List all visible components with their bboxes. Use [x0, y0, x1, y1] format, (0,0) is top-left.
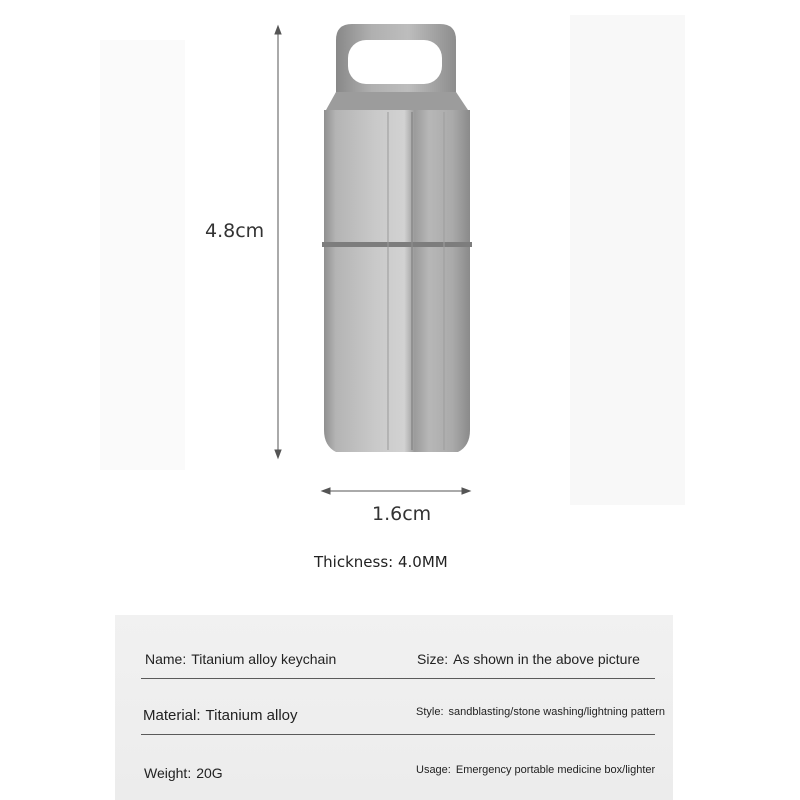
cap-shoulder — [326, 92, 468, 110]
spec-material — [143, 707, 298, 724]
spec-name — [145, 651, 336, 667]
spec-style-value: sandblasting/stone washing/lightning pattern — [448, 706, 665, 718]
spec-usage-label: Usage: — [416, 764, 451, 776]
keychain-loop-hole — [348, 40, 442, 84]
spec-material-value: Titanium alloy — [205, 707, 298, 724]
titanium-keychain-capsule — [322, 24, 472, 452]
capsule-seam — [322, 242, 472, 247]
capsule-upper-body — [324, 110, 470, 242]
spec-name-value: Titanium alloy keychain — [191, 651, 337, 667]
spec-style — [416, 707, 676, 717]
spec-size-label: Size: — [417, 651, 449, 667]
spec-table — [115, 615, 673, 800]
spec-size — [417, 651, 640, 667]
capsule-lower-body — [324, 247, 470, 452]
spec-material-label: Material: — [143, 707, 201, 724]
spec-row — [115, 623, 673, 679]
spec-row — [115, 679, 673, 735]
spec-weight-label: Weight: — [144, 765, 192, 781]
spec-size-value: As shown in the above picture — [453, 651, 640, 667]
width-dimension-line — [322, 488, 470, 494]
spec-row — [115, 735, 673, 791]
thickness-label: Thickness: 4.0MM — [314, 553, 448, 571]
height-dimension-label: 4.8cm — [205, 220, 265, 242]
spec-weight — [144, 765, 223, 781]
spec-style-label: Style: — [416, 706, 444, 718]
spec-usage — [416, 765, 676, 775]
height-dimension-line — [275, 26, 281, 458]
background-panel-right — [570, 15, 685, 505]
spec-weight-value: 20G — [196, 765, 223, 781]
spec-usage-value: Emergency portable medicine box/lighter — [455, 764, 656, 776]
spec-name-label: Name: — [145, 651, 187, 667]
background-panel-left — [100, 40, 185, 470]
width-dimension-label: 1.6cm — [372, 503, 432, 525]
